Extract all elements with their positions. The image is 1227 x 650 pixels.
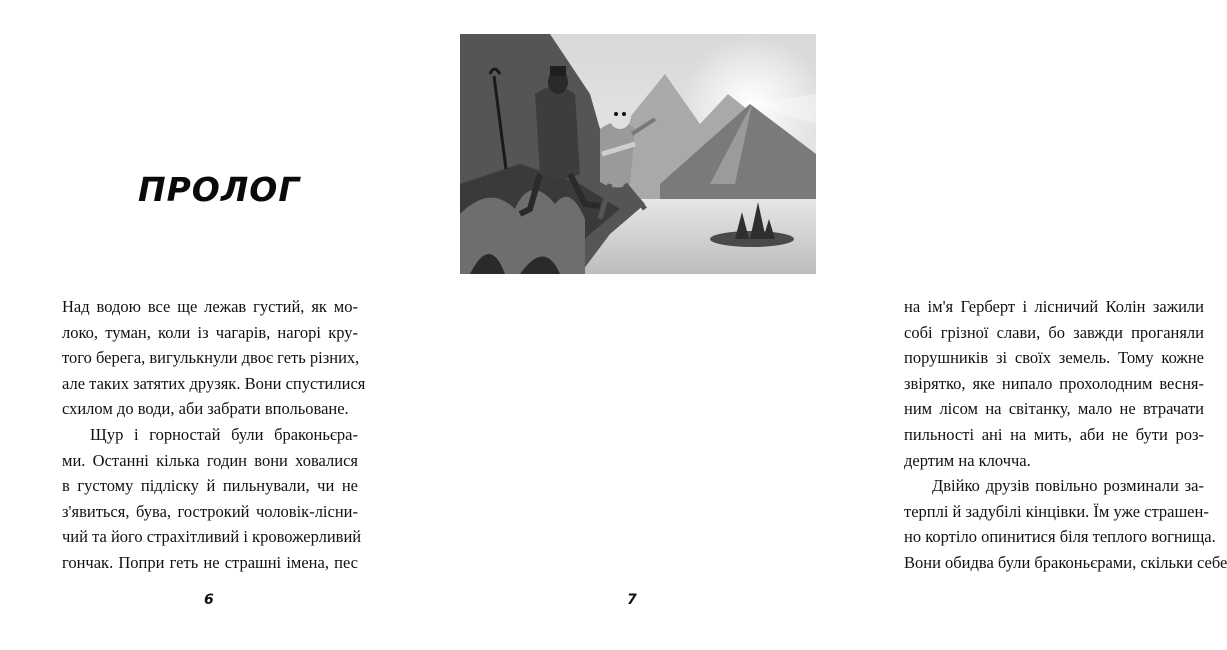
text-line: схилом до води, аби забрати впольоване.	[62, 399, 349, 419]
text-line: але таких затятих друзяк. Вони спустилися	[62, 373, 366, 393]
text-line: ми. Останні кілька годин вони ховалися	[62, 450, 358, 470]
text-line: на ім'я Герберт і лісничий Колін зажили	[904, 297, 1204, 316]
page-number: 6	[204, 592, 214, 608]
chapter-title: ПРОЛОГ	[138, 170, 301, 209]
right-page	[422, 0, 1227, 650]
illustration-image	[460, 34, 816, 274]
text-line: порушників зі своїх земель. Тому кожне	[904, 348, 1204, 368]
text-line: собі грізної слави, бо завжди проганяли	[904, 322, 1204, 342]
text-line: локо, туман, коли із чагарів, нагорі кру-	[62, 322, 358, 342]
text-line: Двійко друзів повільно розминали за-	[932, 476, 1204, 496]
text-line: дертим на клочча.	[904, 450, 1031, 470]
text-line: з'явиться, бува, гострокий чоловік-лісни-	[62, 501, 358, 521]
text-line: пильності ані на мить, аби не бути роз-	[904, 424, 1204, 444]
text-line: чий та його страхітливий і кровожерливий	[62, 527, 362, 547]
text-line: в густому підліску й пильнували, чи не	[62, 476, 358, 496]
text-line: звірятко, яке нипало прохолодним весня-	[904, 373, 1204, 393]
text-line: того берега, вигулькнули двоє геть різних,	[62, 348, 360, 368]
text-line: Щур і горностай були браконьєра-	[90, 424, 358, 444]
left-page-text	[62, 294, 366, 576]
page-number: 7	[627, 592, 637, 608]
text-line: Вони обидва були браконьєрами, скільки себе	[904, 552, 1227, 572]
text-line: ним лісом на світанку, мало не втрачати	[904, 399, 1204, 419]
text-line: Над водою все ще лежав густий, як мо-	[62, 297, 358, 316]
left-page	[0, 0, 422, 650]
text-line: гончак. Попри геть не страшні імена, пес	[62, 552, 358, 572]
right-page-text	[904, 294, 1227, 576]
text-line: но кортіло опинитися біля теплого вогнища.	[904, 527, 1216, 547]
text-line: терплі й задубілі кінцівки. Їм уже страшен-	[904, 501, 1209, 521]
